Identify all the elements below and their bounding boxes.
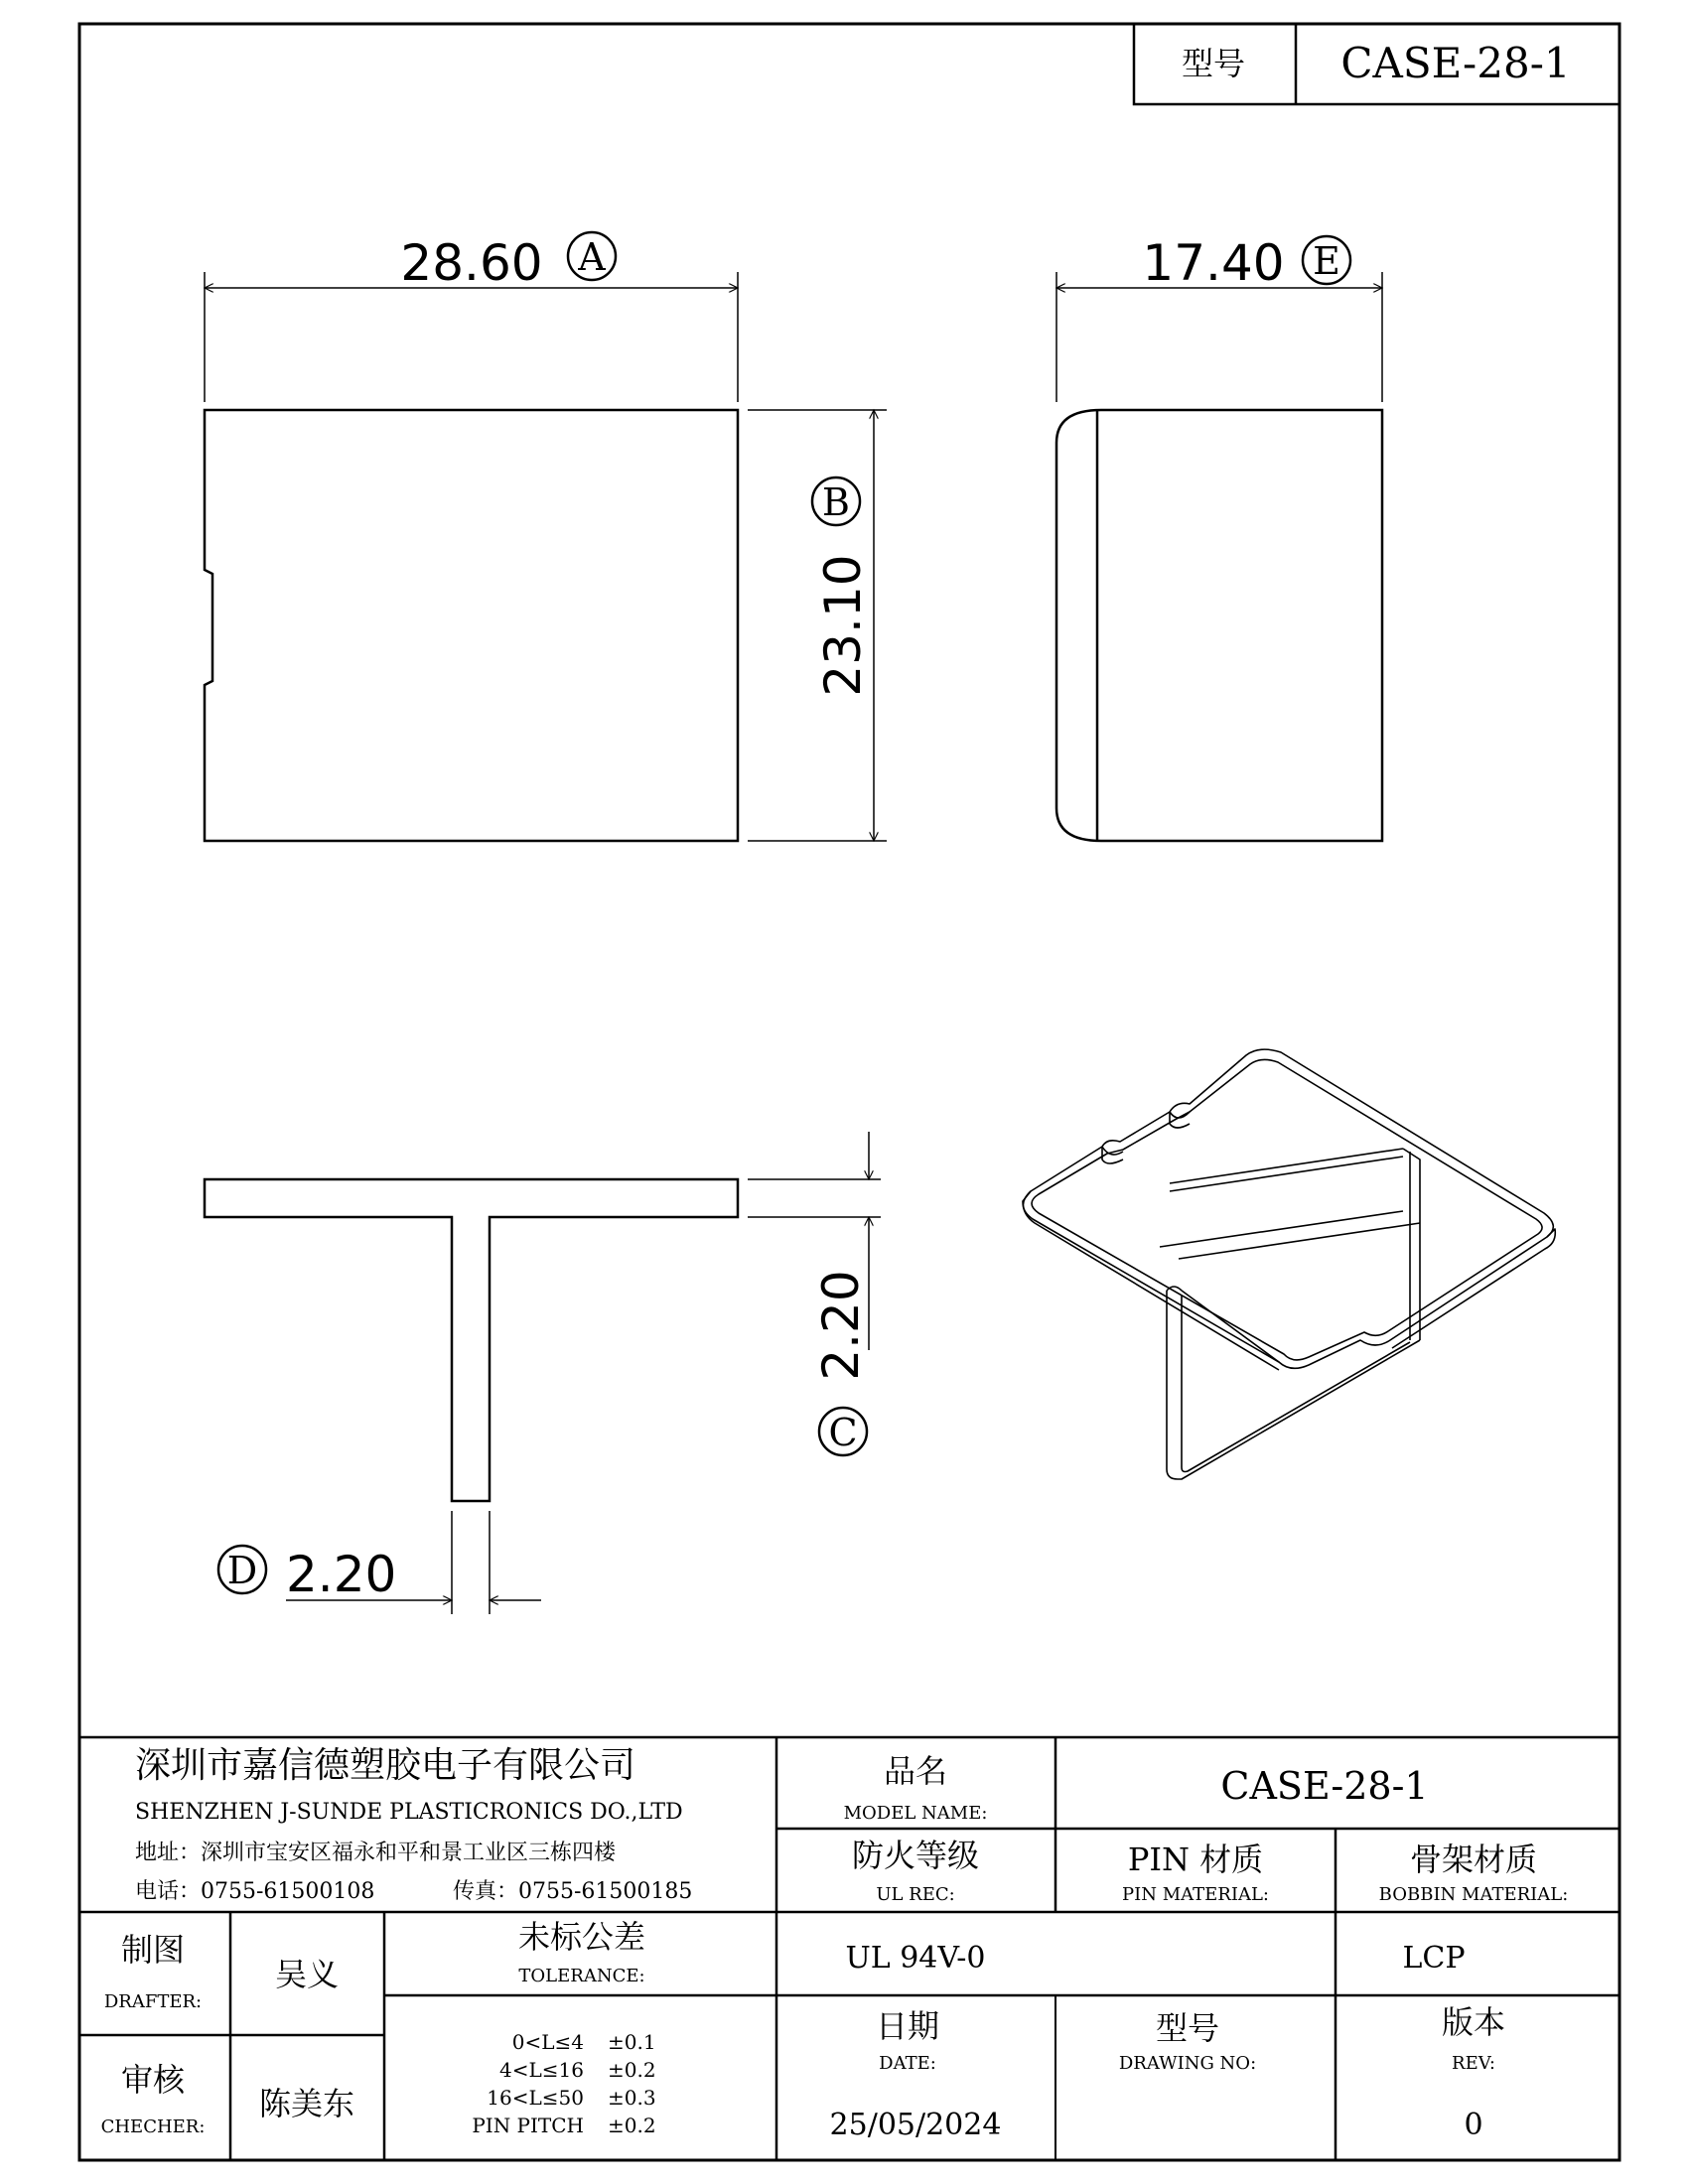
tolerance-table — [472, 2030, 655, 2137]
dim-e-tag — [1303, 236, 1350, 284]
drawing-no-label-en: DRAWING NO: — [1118, 2053, 1257, 2074]
ul-value: UL 94V-0 — [845, 1941, 986, 1976]
side-view — [1056, 272, 1382, 841]
dim-d-value: 2.20 — [286, 1546, 397, 1603]
dim-c-tag — [819, 1408, 867, 1455]
checker-label-cn: 审核 — [120, 2061, 186, 2099]
header-model-label: 型号 — [1181, 45, 1246, 82]
dim-b-value: 23.10 — [814, 554, 872, 697]
header-model-box — [1134, 24, 1619, 104]
dim-a-value: 28.60 — [400, 234, 543, 292]
svg-text:A: A — [578, 235, 606, 279]
tolerance-value: ±0.2 — [608, 2058, 656, 2082]
tolerance-value: ±0.1 — [608, 2030, 656, 2054]
date-label-cn: 日期 — [875, 2007, 940, 2045]
tolerance-value: ±0.3 — [608, 2086, 656, 2110]
company-phone: 电话：0755-61500108 — [135, 1879, 375, 1904]
svg-text:E: E — [1313, 239, 1340, 283]
bobbin-material-label-en: BOBBIN MATERIAL: — [1378, 1884, 1569, 1905]
drafter-label-en: DRAFTER: — [103, 1991, 203, 2012]
tolerance-label-en: TOLERANCE: — [518, 1966, 645, 1986]
tolerance-range: PIN PITCH — [472, 2114, 584, 2137]
checker-label-en: CHECHER: — [100, 2116, 206, 2137]
tolerance-range: 0<L≤4 — [511, 2030, 584, 2054]
dim-c-value: 2.20 — [812, 1270, 870, 1381]
rev-value: 0 — [1464, 2108, 1483, 2142]
drafter-label-cn: 制图 — [120, 1931, 186, 1969]
pin-material-label-cn: PIN 材质 — [1127, 1841, 1264, 1878]
isometric-view — [1023, 1049, 1555, 1479]
dim-e-value: 17.40 — [1142, 234, 1285, 292]
svg-text:D: D — [226, 1549, 258, 1592]
date-label-en: DATE: — [879, 2053, 936, 2074]
ul-label-en: UL REC: — [876, 1884, 955, 1905]
model-name-label-en: MODEL NAME: — [843, 1803, 988, 1824]
ul-label-cn: 防火等级 — [851, 1837, 980, 1874]
rev-label-cn: 版本 — [1441, 2003, 1506, 2041]
drawing-no-label-cn: 型号 — [1155, 2009, 1220, 2047]
date-value: 25/05/2024 — [829, 2108, 1002, 2142]
bobbin-material-label-cn: 骨架材质 — [1409, 1841, 1538, 1878]
pin-material-label-en: PIN MATERIAL: — [1122, 1884, 1269, 1905]
tolerance-range: 16<L≤50 — [487, 2086, 584, 2110]
tolerance-value: ±0.2 — [608, 2114, 656, 2137]
company-address: 地址：深圳市宝安区福永和平和景工业区三栋四楼 — [135, 1841, 617, 1865]
dim-d-tag — [218, 1546, 266, 1593]
drafter-value: 吴义 — [274, 1956, 340, 1993]
svg-text:C: C — [828, 1411, 858, 1454]
tolerance-range: 4<L≤16 — [499, 2058, 584, 2082]
company-name-cn: 深圳市嘉信德塑胶电子有限公司 — [135, 1745, 636, 1786]
dim-a-tag — [568, 232, 616, 280]
bobbin-material-value: LCP — [1402, 1941, 1466, 1976]
front-view — [205, 272, 887, 841]
company-name-en: SHENZHEN J-SUNDE PLASTICRONICS DO.,LTD — [135, 1800, 683, 1825]
section-view — [205, 1132, 881, 1614]
dim-b-tag — [812, 478, 860, 525]
tolerance-label-cn: 未标公差 — [517, 1918, 646, 1956]
model-name-label-cn: 品名 — [883, 1752, 948, 1790]
svg-text:B: B — [822, 480, 850, 524]
company-fax: 传真：0755-61500185 — [453, 1879, 693, 1904]
header-model-value: CASE-28-1 — [1340, 39, 1571, 87]
checker-value: 陈美东 — [258, 2085, 355, 2122]
model-name-value: CASE-28-1 — [1220, 1764, 1429, 1808]
rev-label-en: REV: — [1452, 2053, 1495, 2074]
